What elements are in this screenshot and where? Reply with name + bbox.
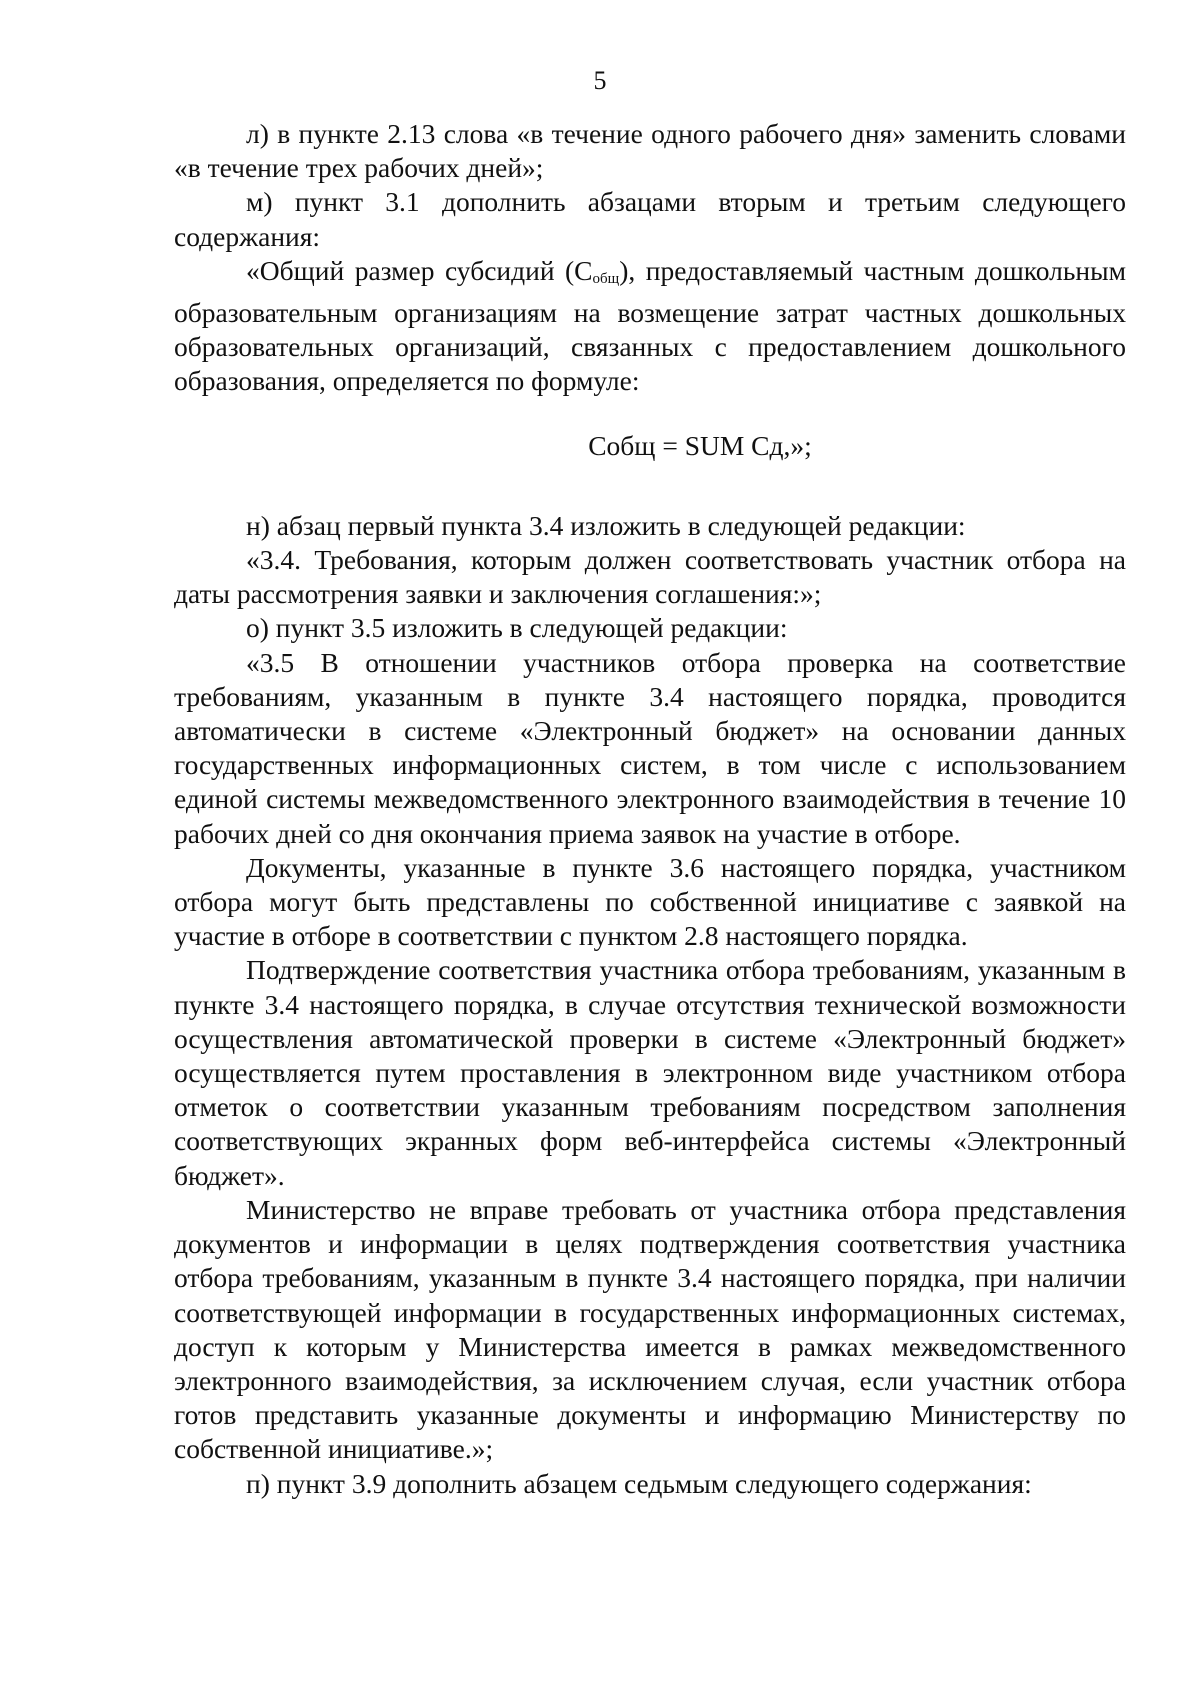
paragraph-ministry: Министерство не вправе требовать от участника отбора представления документов и информации в целях подтверждения соответствия участника отбора требованиям, указанным в пункте 3.4 настоящего порядка, при наличии соответствующей информации в государственных информационных системах, доступ к которым у Министерства имеется в рамках межведомственного электронного взаимодействия, за исключением случая, если участник отбора готов представить указанные документы и информацию Министерству по собственной инициативе.»; bbox=[174, 1193, 1126, 1465]
subsidy-text-end: ), предоставляемый частным дошкольным образовательным организациям на возмещение затрат частных дошкольных образовательных организаций, связанных с предоставлением дошкольного образования, определяется по формуле: bbox=[174, 254, 1126, 397]
paragraph-3-5: «3.5 В отношении участников отбора проверка на соответствие требованиям, указанным в пункте 3.4 настоящего порядка, проводится автоматически в системе «Электронный бюджет» на основании данных государственных информационных систем, в том числе с использованием единой системы межведомственного электронного взаимодействия в течение 10 рабочих дней со дня окончания приема заявок на участие в отборе. bbox=[174, 646, 1126, 849]
subscript-obshch: общ bbox=[592, 270, 620, 287]
paragraph-m: м) пункт 3.1 дополнить абзацами вторым и третьим следующего содержания: bbox=[174, 186, 1126, 252]
paragraph-requirements-3-4: «3.4. Требования, которым должен соответствовать участник отбора на даты рассмотрения заявки и заключения соглашения:»; bbox=[174, 544, 1126, 610]
paragraph-o: о) пункт 3.5 изложить в следующей редакции: bbox=[246, 612, 788, 644]
paragraph-confirmation: Подтверждение соответствия участника отбора требованиям, указанным в пункте 3.4 настоящего порядка, в случае отсутствия технической возможности осуществления автоматической проверки в системе «Электронный бюджет» осуществляется путем проставления в электронном виде участником отбора отметок о соответствии указанным требованиям посредством заполнения соответствующих экранных форм веб-интерфейса системы «Электронный бюджет». bbox=[174, 954, 1126, 1191]
paragraph-n: н) абзац первый пункта 3.4 изложить в следующей редакции: bbox=[246, 509, 966, 541]
paragraph-subsidy-size bbox=[174, 254, 1126, 399]
paragraph-p: п) пункт 3.9 дополнить абзацем седьмым следующего содержания: bbox=[246, 1467, 1032, 1499]
subsidy-text-start: «Общий размер субсидий (С bbox=[246, 254, 593, 286]
page-number: 5 bbox=[593, 66, 607, 95]
paragraph-l: л) в пункте 2.13 слова «в течение одного рабочего дня» заменить словами «в течение трех рабочих дней»; bbox=[174, 118, 1126, 184]
document-body bbox=[174, 117, 1126, 1501]
formula: Собщ = SUM Сд,»; bbox=[588, 429, 812, 461]
paragraph-documents: Документы, указанные в пункте 3.6 настоящего порядка, участником отбора могут быть представлены по собственной инициативе с заявкой на участие в отборе в соответствии с пунктом 2.8 настоящего порядка. bbox=[174, 851, 1126, 952]
